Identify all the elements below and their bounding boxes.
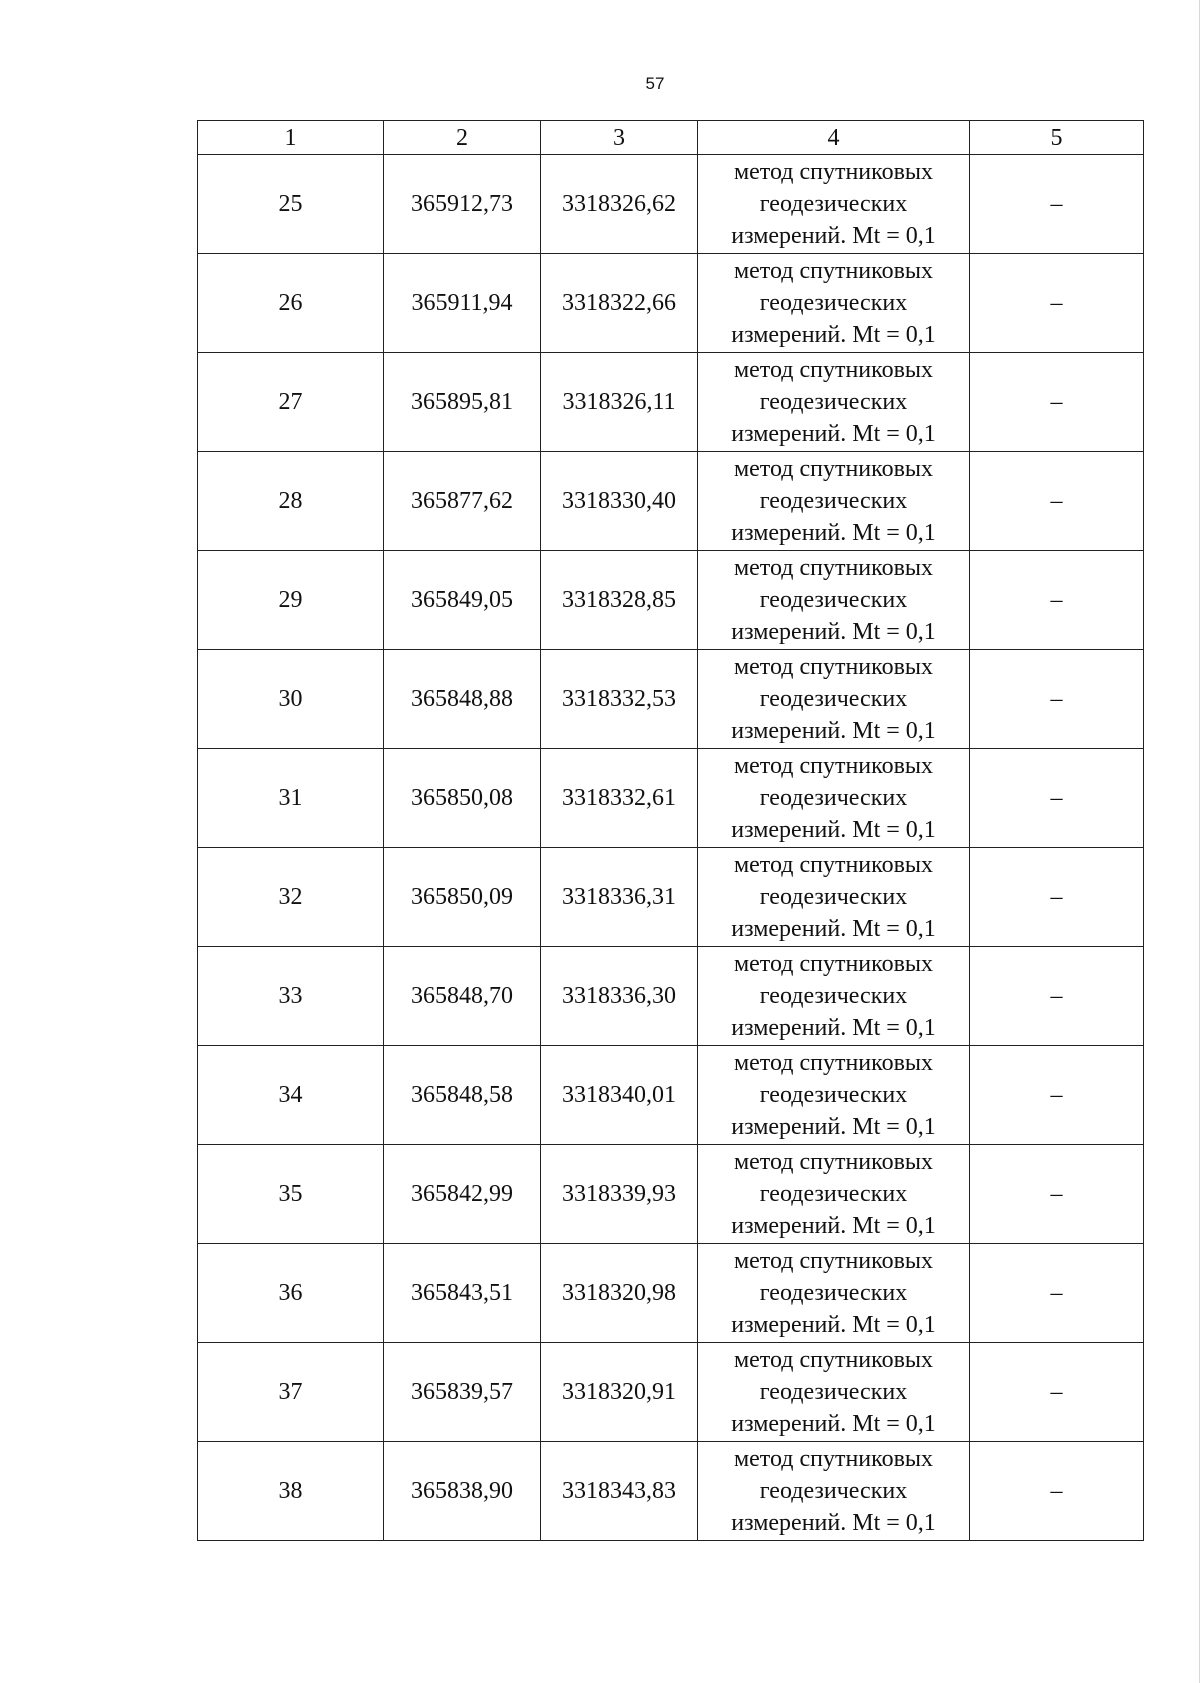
- point-number-cell: 26: [198, 254, 384, 353]
- point-number-cell: 35: [198, 1145, 384, 1244]
- method-line: геодезических: [759, 488, 908, 514]
- x-coordinate-cell: 365877,62: [384, 452, 541, 551]
- method-line: метод спутниковых: [733, 258, 934, 284]
- x-coordinate-cell: 365848,70: [384, 947, 541, 1046]
- method-line: измерений. Mt = 0,1: [731, 619, 936, 645]
- method-line: геодезических: [759, 1181, 908, 1207]
- note-cell: –: [970, 1442, 1144, 1541]
- method-line: измерений. Mt = 0,1: [731, 718, 936, 744]
- note-cell: –: [970, 650, 1144, 749]
- point-number-cell: 28: [198, 452, 384, 551]
- method-line: измерений. Mt = 0,1: [731, 817, 936, 843]
- method-cell: [698, 1244, 970, 1343]
- method-line: измерений. Mt = 0,1: [731, 1411, 936, 1437]
- method-line: геодезических: [759, 191, 908, 217]
- table-row: [198, 848, 1144, 947]
- method-line: метод спутниковых: [733, 654, 934, 680]
- y-coordinate-cell: 3318340,01: [541, 1046, 698, 1145]
- method-line: измерений. Mt = 0,1: [731, 520, 936, 546]
- point-number-cell: 37: [198, 1343, 384, 1442]
- x-coordinate-cell: 365912,73: [384, 155, 541, 254]
- method-line: метод спутниковых: [733, 456, 934, 482]
- table-row: [198, 1046, 1144, 1145]
- method-line: метод спутниковых: [733, 1347, 934, 1373]
- method-line: геодезических: [759, 389, 908, 415]
- method-line: измерений. Mt = 0,1: [731, 1213, 936, 1239]
- note-cell: –: [970, 1145, 1144, 1244]
- method-line: метод спутниковых: [733, 1248, 934, 1274]
- x-coordinate-cell: 365842,99: [384, 1145, 541, 1244]
- note-cell: –: [970, 353, 1144, 452]
- method-cell: [698, 1343, 970, 1442]
- method-line: метод спутниковых: [733, 1149, 934, 1175]
- method-line: метод спутниковых: [733, 753, 934, 779]
- method-line: метод спутниковых: [733, 357, 934, 383]
- y-coordinate-cell: 3318322,66: [541, 254, 698, 353]
- table-body: [198, 121, 1144, 1541]
- y-coordinate-cell: 3318320,98: [541, 1244, 698, 1343]
- method-cell: [698, 1145, 970, 1244]
- table-row: [198, 254, 1144, 353]
- method-line: измерений. Mt = 0,1: [731, 322, 936, 348]
- note-cell: –: [970, 452, 1144, 551]
- method-line: измерений. Mt = 0,1: [731, 421, 936, 447]
- table-row: [198, 1343, 1144, 1442]
- method-line: геодезических: [759, 1478, 908, 1504]
- point-number-cell: 33: [198, 947, 384, 1046]
- method-cell: [698, 254, 970, 353]
- method-line: геодезических: [759, 290, 908, 316]
- point-number-cell: 27: [198, 353, 384, 452]
- note-cell: –: [970, 1244, 1144, 1343]
- y-coordinate-cell: 3318343,83: [541, 1442, 698, 1541]
- y-coordinate-cell: 3318326,62: [541, 155, 698, 254]
- y-coordinate-cell: 3318320,91: [541, 1343, 698, 1442]
- note-cell: –: [970, 155, 1144, 254]
- page-number: 57: [645, 74, 665, 93]
- note-cell: –: [970, 848, 1144, 947]
- coordinates-table: [197, 120, 1144, 1541]
- column-header-5: 5: [970, 121, 1144, 155]
- method-cell: [698, 551, 970, 650]
- method-line: геодезических: [759, 1280, 908, 1306]
- table-row: [198, 749, 1144, 848]
- method-line: измерений. Mt = 0,1: [731, 916, 936, 942]
- method-line: измерений. Mt = 0,1: [731, 1510, 936, 1536]
- method-line: измерений. Mt = 0,1: [731, 1015, 936, 1041]
- method-line: геодезических: [759, 983, 908, 1009]
- point-number-cell: 31: [198, 749, 384, 848]
- column-header-1: 1: [198, 121, 384, 155]
- method-line: метод спутниковых: [733, 1050, 934, 1076]
- x-coordinate-cell: 365849,05: [384, 551, 541, 650]
- column-header-2: 2: [384, 121, 541, 155]
- table-row: [198, 1442, 1144, 1541]
- note-cell: –: [970, 749, 1144, 848]
- point-number-cell: 36: [198, 1244, 384, 1343]
- method-line: геодезических: [759, 884, 908, 910]
- method-line: геодезических: [759, 686, 908, 712]
- method-line: геодезических: [759, 1379, 908, 1405]
- method-line: метод спутниковых: [733, 159, 934, 185]
- x-coordinate-cell: 365848,88: [384, 650, 541, 749]
- column-header-4: 4: [698, 121, 970, 155]
- x-coordinate-cell: 365850,09: [384, 848, 541, 947]
- y-coordinate-cell: 3318332,61: [541, 749, 698, 848]
- y-coordinate-cell: 3318336,30: [541, 947, 698, 1046]
- x-coordinate-cell: 365911,94: [384, 254, 541, 353]
- method-line: измерений. Mt = 0,1: [731, 1312, 936, 1338]
- method-line: геодезических: [759, 1082, 908, 1108]
- note-cell: –: [970, 947, 1144, 1046]
- method-cell: [698, 1442, 970, 1541]
- table-row: [198, 353, 1144, 452]
- x-coordinate-cell: 365850,08: [384, 749, 541, 848]
- x-coordinate-cell: 365838,90: [384, 1442, 541, 1541]
- method-cell: [698, 1046, 970, 1145]
- method-cell: [698, 650, 970, 749]
- y-coordinate-cell: 3318330,40: [541, 452, 698, 551]
- method-line: метод спутниковых: [733, 951, 934, 977]
- point-number-cell: 29: [198, 551, 384, 650]
- point-number-cell: 30: [198, 650, 384, 749]
- point-number-cell: 25: [198, 155, 384, 254]
- method-line: метод спутниковых: [733, 1446, 934, 1472]
- table-row: [198, 551, 1144, 650]
- table-row: [198, 452, 1144, 551]
- note-cell: –: [970, 1343, 1144, 1442]
- note-cell: –: [970, 1046, 1144, 1145]
- y-coordinate-cell: 3318336,31: [541, 848, 698, 947]
- column-header-3: 3: [541, 121, 698, 155]
- note-cell: –: [970, 551, 1144, 650]
- method-cell: [698, 848, 970, 947]
- y-coordinate-cell: 3318339,93: [541, 1145, 698, 1244]
- method-line: метод спутниковых: [733, 852, 934, 878]
- header-row: [198, 121, 1144, 155]
- y-coordinate-cell: 3318328,85: [541, 551, 698, 650]
- method-line: метод спутниковых: [733, 555, 934, 581]
- method-cell: [698, 353, 970, 452]
- method-cell: [698, 749, 970, 848]
- y-coordinate-cell: 3318326,11: [541, 353, 698, 452]
- method-line: геодезических: [759, 587, 908, 613]
- x-coordinate-cell: 365848,58: [384, 1046, 541, 1145]
- method-line: измерений. Mt = 0,1: [731, 1114, 936, 1140]
- point-number-cell: 34: [198, 1046, 384, 1145]
- table-row: [198, 947, 1144, 1046]
- method-cell: [698, 452, 970, 551]
- method-cell: [698, 155, 970, 254]
- method-line: геодезических: [759, 785, 908, 811]
- method-cell: [698, 947, 970, 1046]
- y-coordinate-cell: 3318332,53: [541, 650, 698, 749]
- point-number-cell: 38: [198, 1442, 384, 1541]
- x-coordinate-cell: 365843,51: [384, 1244, 541, 1343]
- note-cell: –: [970, 254, 1144, 353]
- table-row: [198, 650, 1144, 749]
- point-number-cell: 32: [198, 848, 384, 947]
- x-coordinate-cell: 365839,57: [384, 1343, 541, 1442]
- x-coordinate-cell: 365895,81: [384, 353, 541, 452]
- table-row: [198, 1244, 1144, 1343]
- method-line: измерений. Mt = 0,1: [731, 223, 936, 249]
- table-row: [198, 155, 1144, 254]
- table-row: [198, 1145, 1144, 1244]
